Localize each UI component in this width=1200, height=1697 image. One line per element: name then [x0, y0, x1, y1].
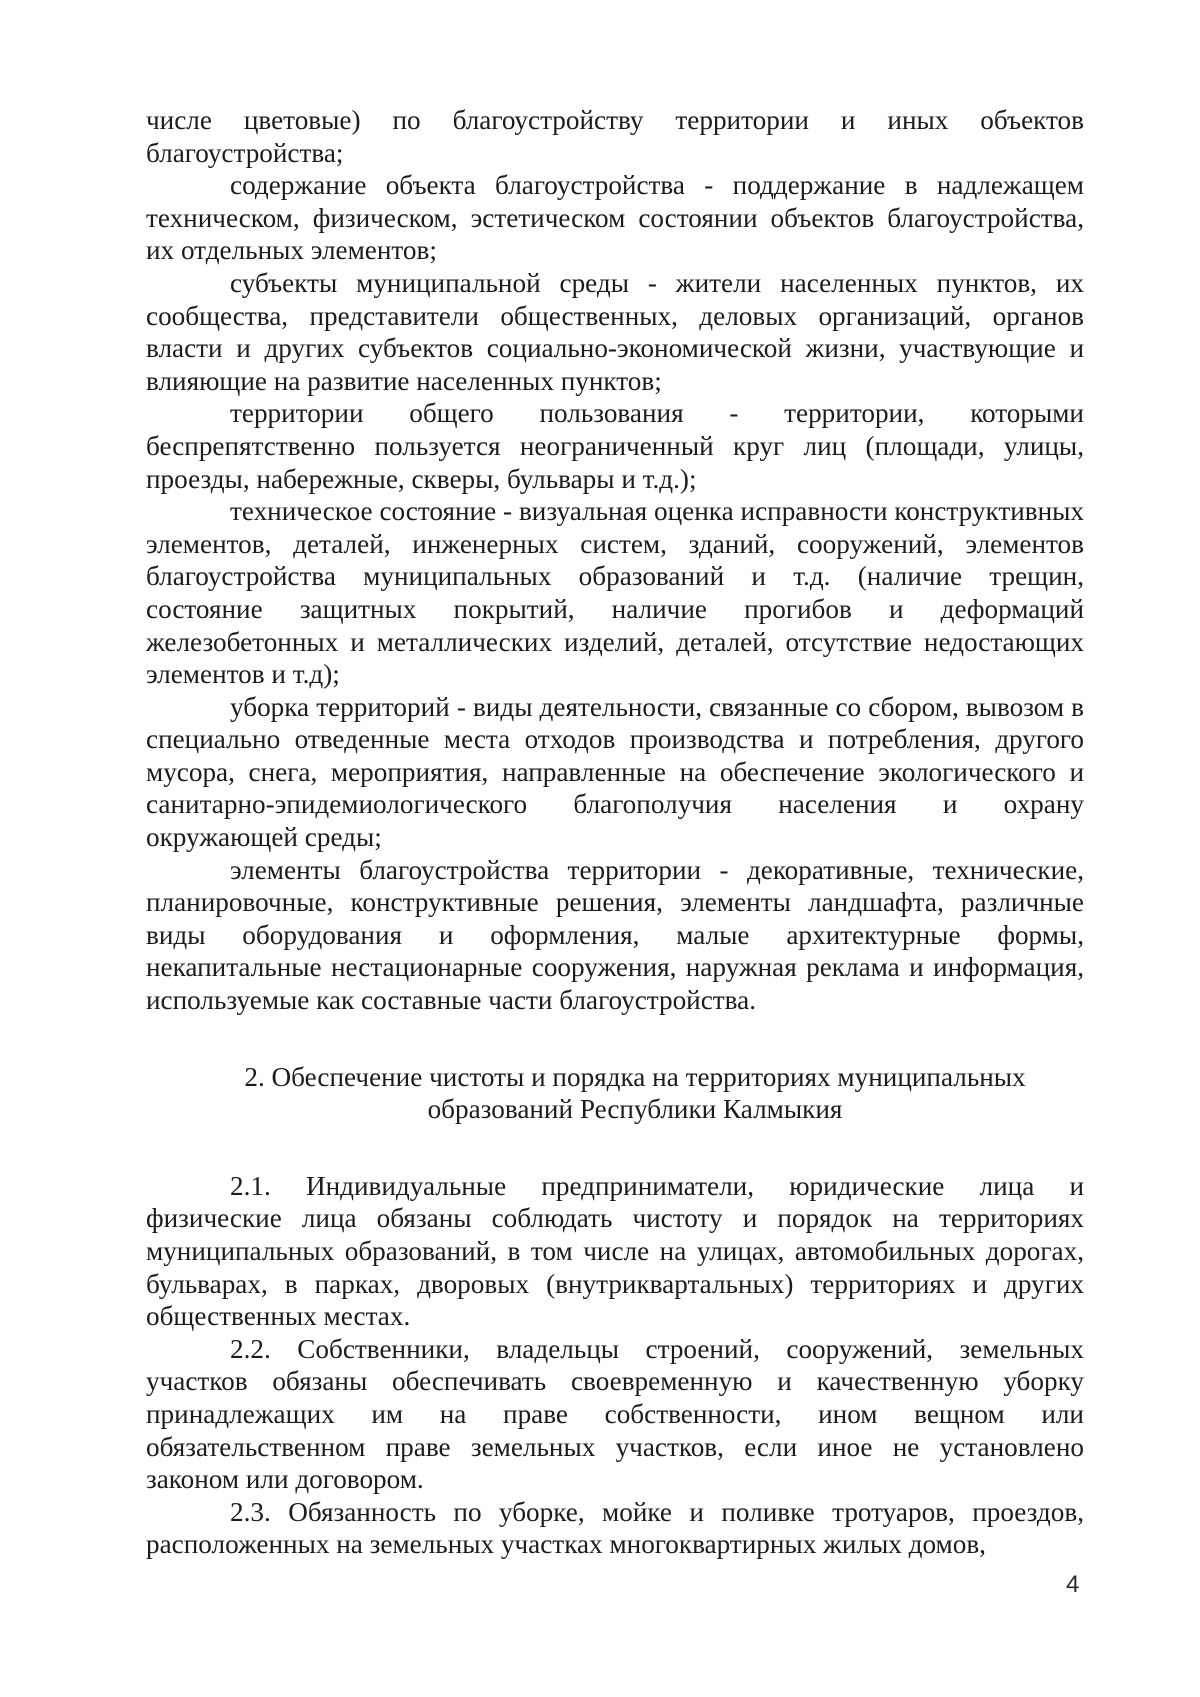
definition-paragraph: уборка территорий - виды деятельности, связанные со сбором, вывозом в специально отведенные места отходов производства и потребления, другого мусора, снега, мероприятия, направленные на обеспечение экологического и санитарно-эпидемиологического благополучия населения и охрану окружающей среды; — [146, 691, 1084, 853]
document-page — [146, 104, 1084, 1561]
section-heading-line: 2. Обеспечение чистоты и порядка на территориях муниципальных — [244, 1061, 1026, 1092]
definition-paragraph: элементы благоустройства территории - декоративные, технические, планировочные, конструктивные решения, элементы ландшафта, различные виды оборудования и оформления, малые архитектурные формы, некапитальные нестационарные сооружения, наружная реклама и информация, используемые как составные части благоустройства. — [146, 854, 1084, 1016]
section-heading — [146, 1061, 1084, 1126]
page-number: 4 — [1066, 1571, 1080, 1598]
section-heading-line: образований Республики Калмыкия — [427, 1094, 843, 1125]
definition-paragraph: субъекты муниципальной среды - жители населенных пунктов, их сообщества, представители общественных, деловых организаций, органов власти и других субъектов социально-экономической жизни, участвующие и влияющие на развитие населенных пунктов; — [146, 267, 1084, 396]
definition-paragraph: техническое состояние - визуальная оценка исправности конструктивных элементов, деталей, инженерных систем, зданий, сооружений, элементов благоустройства муниципальных образований и т.д. (наличие трещин, состояние защитных покрытий, наличие прогибов и деформаций железобетонных и металлических изделий, деталей, отсутствие недостающих элементов и т.д); — [146, 496, 1084, 690]
clause-paragraph: 2.2. Собственники, владельцы строений, сооружений, земельных участков обязаны обеспечивать своевременную и качественную уборку принадлежащих им на праве собственности, ином вещном или обязательственном праве земельных участков, если иное не установлено законом или договором. — [146, 1333, 1084, 1495]
clause-paragraph: 2.1. Индивидуальные предприниматели, юридические лица и физические лица обязаны соблюдать чистоту и порядок на территориях муниципальных образований, в том числе на улицах, автомобильных дорогах, бульварах, в парках, дворовых (внутриквартальных) территориях и других общественных местах. — [146, 1170, 1084, 1332]
clause-paragraph: 2.3. Обязанность по уборке, мойке и поливке тротуаров, проездов, расположенных на земельных участках многоквартирных жилых домов, — [146, 1496, 1084, 1560]
paragraph-continuation: числе цветовые) по благоустройству территории и иных объектов благоустройства; — [146, 105, 1084, 168]
definition-paragraph: содержание объекта благоустройства - поддержание в надлежащем техническом, физическом, эстетическом состоянии объектов благоустройства, их отдельных элементов; — [146, 170, 1084, 266]
definition-paragraph: территории общего пользования - территории, которыми беспрепятственно пользуется неограниченный круг лиц (площади, улицы, проезды, набережные, скверы, бульвары и т.д.); — [146, 398, 1084, 494]
